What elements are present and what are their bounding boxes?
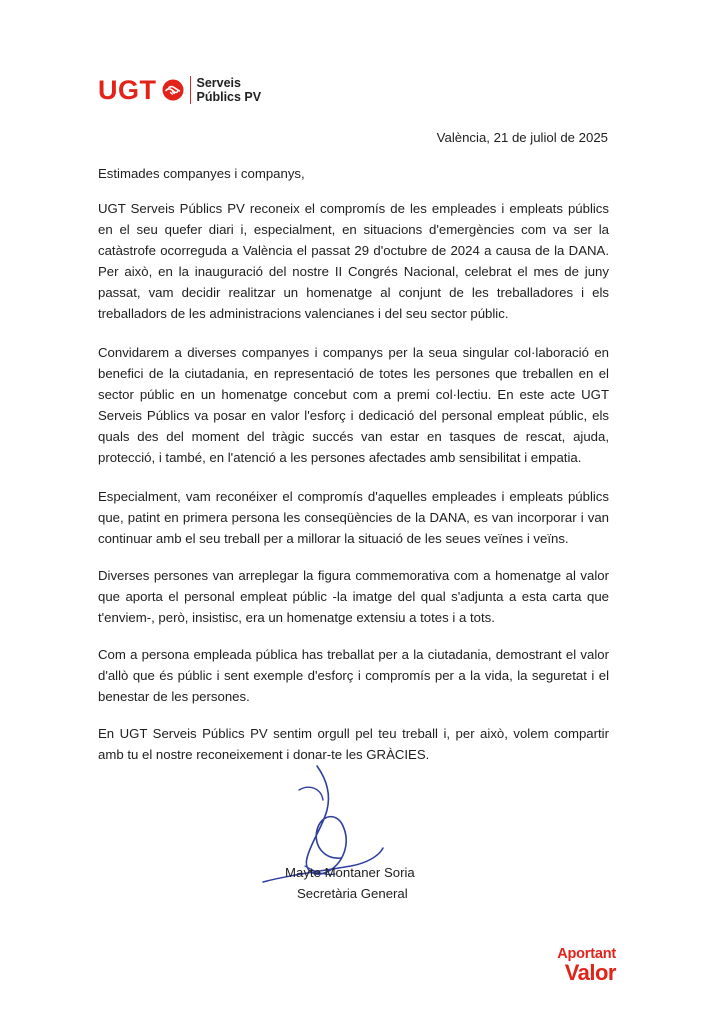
handshake-icon — [162, 79, 184, 101]
aportant-valor-logo — [557, 947, 616, 984]
logo-divider — [190, 76, 191, 104]
ugt-logo — [98, 73, 261, 107]
paragraph-2: Convidarem a diverses companyes i companys per la seua singular col·laboració en benefici de la ciutadania, en representació de totes les persones que treballen en el sector públic en un homenatge concebut com a premi col·lectiu. En este acte UGT Serveis Públics va posar en valor l'esforç i dedicació del personal empleat públic, els quals des del moment del tràgic succés van estar en tasques de rescat, ajuda, protecció, i també, en l'atenció a les persones afectades amb sensibilitat i empatia. — [98, 345, 609, 465]
logo-subtitle — [197, 76, 262, 104]
logo-subtitle-line1: Serveis — [196, 76, 241, 90]
paragraph-6: En UGT Serveis Públics PV sentim orgull pel teu treball i, per això, volem compartir amb tu el nostre reconeixement i donar-te les GRÀCIES. — [98, 726, 609, 762]
footer-logo-line2: Valor — [564, 960, 616, 985]
paragraph-5: Com a persona empleada pública has treballat per a la ciutadania, demostrant el valor d'allò que és públic i sent exemple d'esforç i compromís per a la vida, la seguretat i el benestar de les persones. — [98, 647, 609, 704]
paragraph-1: UGT Serveis Públics PV reconeix el compromís de les empleades i empleats públics en el seu quefer diari i, especialment, en situacions d'emergències com va ser la catàstrofe ocorreguda a València el passat 29 d'octubre de 2024 a causa de la DANA. Per això, en la inauguració del nostre II Congrés Nacional, celebrat el mes de juny passat, vam decidir realitzar un homenatge al conjunt de les treballadores i els treballadors de les administracions valencianes i del seu sector públic. — [98, 201, 609, 321]
footer-logo-line1: Aportant — [557, 946, 616, 962]
logo-main-text: UGT — [98, 74, 157, 105]
paragraph-3: Especialment, vam reconéixer el compromís d'aquelles empleades i empleats públics que, patint en primera persona les conseqüències de la DANA, es van incorporar i van continuar amb el seu treball per a millorar la situació de les seues veïnes i veïns. — [98, 489, 609, 546]
signer-role: Secretària General — [297, 886, 408, 901]
paragraph-4: Diverses persones van arreplegar la figura commemorativa com a homenatge al valor que aporta el personal empleat públic -la imatge del qual s'adjunta a esta carta que t'enviem-, però, insistisc, era un homenatge extensiu a totes i a tots. — [98, 568, 609, 625]
greeting: Estimades companyes i companys, — [98, 166, 305, 181]
logo-subtitle-line2: Públics PV — [196, 90, 262, 104]
letter-date: València, 21 de juliol de 2025 — [436, 130, 608, 145]
signer-name: Mayte Montaner Soria — [285, 865, 415, 880]
